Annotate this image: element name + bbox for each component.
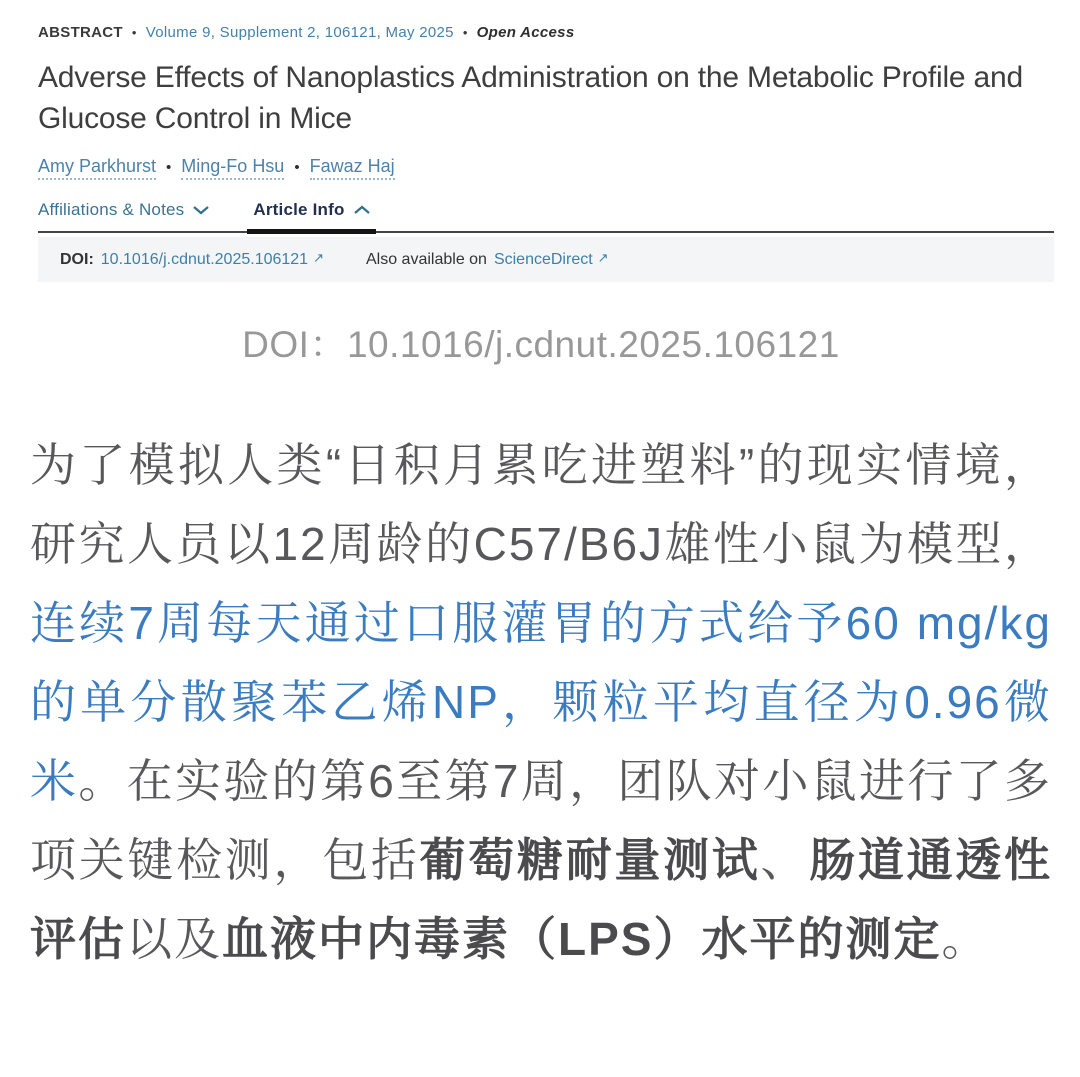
volume-issue-link[interactable]: Volume 9, Supplement 2, 106121, May 2025 bbox=[145, 24, 454, 41]
text-segment-normal: 以及 bbox=[126, 913, 222, 965]
doi-label: DOI: bbox=[60, 250, 94, 268]
text-segment-blue: 连续7周每天通过口服灌胃的方式给予60 mg/kg的单分散聚苯乙烯NP，颗粒平均直径为0.96微米 bbox=[30, 597, 1052, 807]
external-link-icon: ↗ bbox=[313, 249, 324, 265]
text-segment-normal: 为了模拟人类“日积月累吃进塑料”的现实情境，研究人员以12周龄的C57/B6J雄性小鼠为模型， bbox=[30, 439, 1052, 570]
article-summary-paragraph bbox=[30, 426, 1052, 979]
text-segment-bold: 葡萄糖耐量测试 bbox=[419, 834, 761, 886]
author-list bbox=[38, 156, 1052, 180]
article-title: Adverse Effects of Nanoplastics Administration on the Metabolic Profile and Glucose Control in Mice bbox=[38, 61, 1023, 135]
author-link-fawaz-haj[interactable]: Fawaz Haj bbox=[310, 156, 395, 180]
doi-link[interactable]: 10.1016/j.cdnut.2025.106121 bbox=[100, 250, 309, 268]
tab-bar bbox=[38, 200, 1054, 233]
doi-caption: DOI：10.1016/j.cdnut.2025.106121 bbox=[242, 324, 840, 365]
text-segment-bold: 肠道通透性评估 bbox=[30, 834, 1053, 965]
sciencedirect-link[interactable]: ScienceDirect bbox=[493, 250, 593, 268]
separator-dot: • bbox=[462, 25, 468, 40]
separator-dot: • bbox=[131, 25, 137, 40]
text-segment-bold: 血液中内毒素（LPS）水平的测定 bbox=[222, 913, 942, 965]
text-segment-normal: 。 bbox=[941, 913, 990, 965]
tab-article-info[interactable] bbox=[253, 200, 369, 231]
chevron-up-icon bbox=[354, 205, 370, 215]
journal-article-header bbox=[30, 24, 1052, 282]
article-meta-line bbox=[38, 24, 1052, 41]
tab-label: Affiliations & Notes bbox=[38, 200, 185, 219]
abstract-label: ABSTRACT bbox=[38, 24, 123, 41]
text-segment-normal: 。在实验的第6至第7周，团队对小鼠进行了多项关键检测，包括 bbox=[30, 755, 1052, 886]
author-link-ming-fo-hsu[interactable]: Ming-Fo Hsu bbox=[181, 156, 284, 180]
author-link-amy-parkhurst[interactable]: Amy Parkhurst bbox=[38, 156, 156, 180]
open-access-label: Open Access bbox=[476, 24, 575, 41]
chevron-down-icon bbox=[193, 205, 209, 215]
doi-bar bbox=[38, 237, 1054, 282]
author-separator-dot: • bbox=[294, 159, 300, 176]
external-link-icon: ↗ bbox=[597, 249, 609, 265]
tab-affiliations-notes[interactable] bbox=[38, 200, 209, 231]
text-segment-normal: 、 bbox=[760, 834, 810, 886]
author-separator-dot: • bbox=[166, 159, 172, 176]
also-available-text: Also available on bbox=[365, 250, 487, 268]
tab-label: Article Info bbox=[253, 200, 345, 219]
